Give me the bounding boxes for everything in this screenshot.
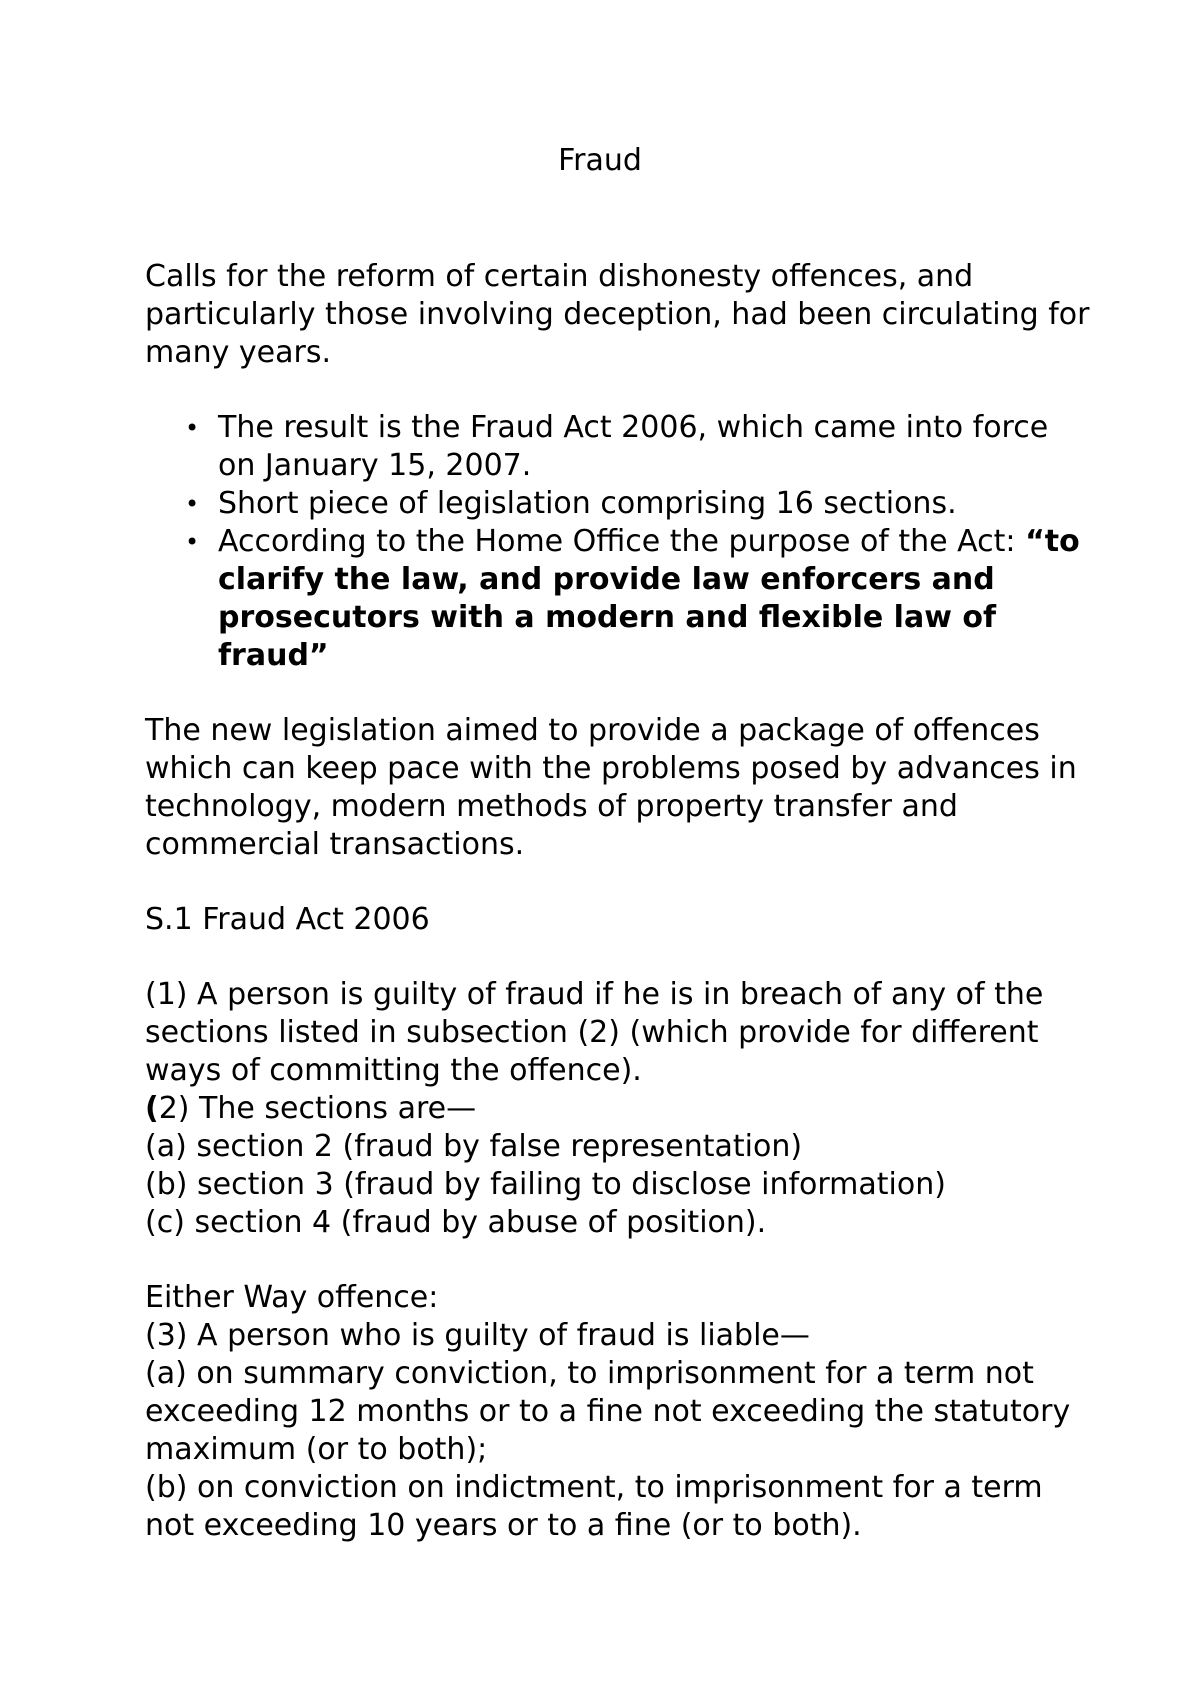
intro-paragraph: Calls for the reform of certain dishonesty offences, and particularly those involving deception, had been circulating for many years. [145, 259, 1090, 370]
new-legislation-paragraph: The new legislation aimed to provide a package of offences which can keep pace with the problems posed by advances in technology, modern methods of property transfer and commercial transactions. [145, 713, 1077, 862]
either-way-heading: Either Way offence: [145, 1280, 439, 1315]
spacer [145, 372, 1095, 409]
spacer [145, 1242, 1095, 1279]
subsection-2-paren: ( [145, 1091, 159, 1126]
spacer [145, 939, 1095, 976]
bullet-list [145, 409, 1095, 675]
section-heading: S.1 Fraud Act 2006 [145, 902, 430, 937]
bullet-quote: “to clarify the law, and provide law enforcers and prosecutors with a modern and flexible law of fraud” [218, 524, 1080, 673]
liability-item-b: (b) on conviction on indictment, to imprisonment for a term not exceeding 10 years or to a fine (or to both). [145, 1470, 1043, 1543]
subsection-1: (1) A person is guilty of fraud if he is in breach of any of the sections listed in subsection (2) (which provide for different ways of committing the offence). [145, 977, 1044, 1088]
spacer [145, 864, 1095, 901]
bullet-text: The result is the Fraud Act 2006, which came into force on January 15, 2007. [218, 410, 1049, 483]
page-title: Fraud [558, 143, 642, 178]
bullet-item-home-office [145, 523, 1095, 675]
subsection-3: (3) A person who is guilty of fraud is liable— [145, 1318, 810, 1353]
liability-item-a: (a) on summary conviction, to imprisonment for a term not exceeding 12 months or to a fine not exceeding the statutory maximum (or to both); [145, 1356, 1071, 1467]
section-item-b: (b) section 3 (fraud by failing to disclose information) [145, 1167, 946, 1202]
bullet-text: According to the Home Office the purpose of the Act: [218, 524, 1026, 559]
bullet-item-short-piece [145, 485, 1095, 523]
subsection-2 [145, 1090, 1095, 1128]
bullet-item-fraud-act [145, 409, 1095, 485]
bullet-icon: • [185, 414, 200, 442]
section-item-a: (a) section 2 (fraud by false representation) [145, 1129, 803, 1164]
bullet-icon: • [185, 490, 200, 518]
bullet-text: Short piece of legislation comprising 16 sections. [218, 486, 957, 521]
subsection-2-text: 2) The sections are— [158, 1091, 477, 1126]
document-body [145, 258, 1095, 1545]
bullet-icon: • [185, 528, 200, 556]
section-item-c: (c) section 4 (fraud by abuse of position). [145, 1205, 767, 1240]
spacer [145, 675, 1095, 712]
